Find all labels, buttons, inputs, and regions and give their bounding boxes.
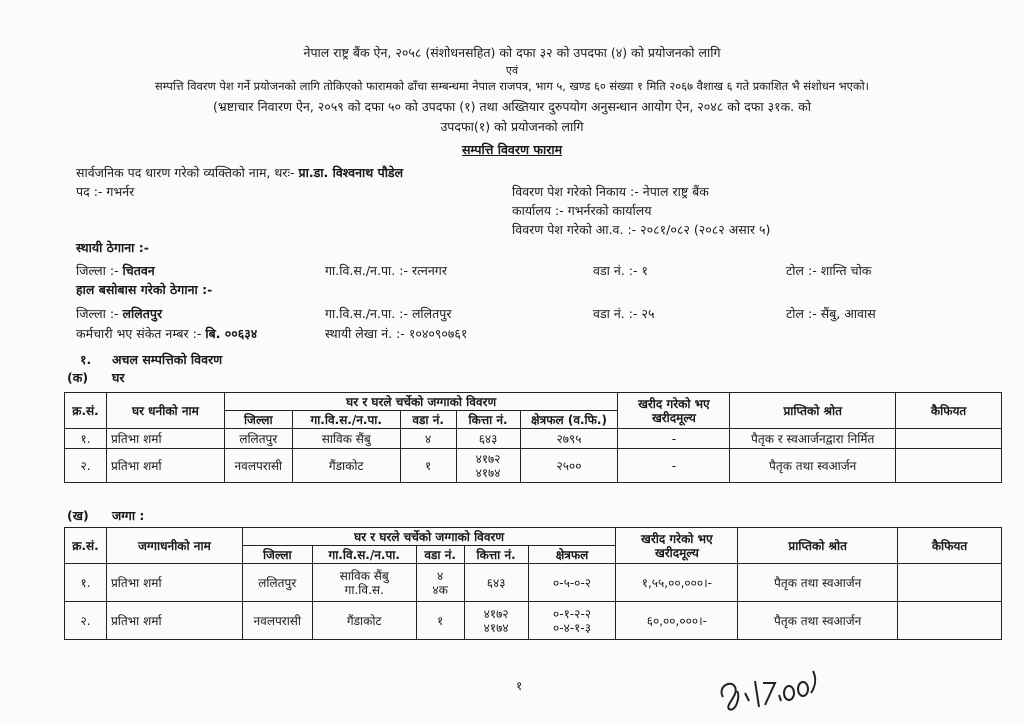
- cell-ward: १: [416, 602, 464, 640]
- current-tole-label: टोल :-: [786, 306, 817, 321]
- cell-vdc: [312, 564, 416, 602]
- current-ward-label: वडा नं. :-: [593, 306, 638, 321]
- land-col-area: क्षेत्रफल: [528, 546, 616, 564]
- cell-source: पैतृक र स्वआर्जनद्वारा निर्मित: [730, 429, 896, 449]
- land-col-kitta: कित्ता नं.: [464, 546, 528, 564]
- land-col-group: घर र घरले चर्चेको जग्गाको विवरण: [242, 528, 616, 546]
- current-tole-value: सैंबु, आवास: [820, 306, 876, 321]
- pan-number: [325, 325, 467, 342]
- house-col-area: क्षेत्रफल (व.फि.): [520, 411, 618, 429]
- permanent-ward-label: वडा नं. :-: [593, 263, 638, 278]
- org-row: [512, 183, 709, 200]
- cell-vdc-line-2: गा.वि.स.: [344, 582, 384, 597]
- cell-remarks: [898, 602, 1002, 640]
- header-line-2: एवं: [505, 64, 519, 77]
- permanent-address-heading: स्थायी ठेगाना :-: [76, 240, 149, 255]
- cell-owner: प्रतिभा शर्मा: [106, 449, 224, 483]
- land-col-source: प्राप्तिको श्रोत: [738, 528, 898, 564]
- cell-owner: प्रतिभा शर्मा: [106, 429, 224, 449]
- house-section-title: घर: [112, 370, 125, 385]
- header-line-3: सम्पत्ति विवरण पेश गर्ने प्रयोजनको लागि तोकिएको फारामको ढाँचा सम्बन्धमा नेपाल राजपत्र, भाग ५, खण्ड ६० संख्या १ मिति २०६७ वैशाख ६ गते प्रकाशित भै संशोधन भएको।: [155, 79, 869, 93]
- cell-area: [528, 602, 616, 640]
- current-vdc: [325, 305, 451, 322]
- person-name-value: प्रा.डा. विश्वनाथ पौडेल: [298, 165, 404, 180]
- cell-vdc: साविक सैंबु: [292, 429, 400, 449]
- permanent-district-value: चितवन: [122, 263, 155, 278]
- land-col-owner: जग्गाधनीको नाम: [106, 528, 242, 564]
- cell-kitta-line-1: ४१७२: [475, 451, 501, 466]
- cell-area-line-2: ०-४-१-३: [553, 620, 591, 635]
- house-col-remarks: कैफियत: [896, 393, 1002, 429]
- cell-area: ०-५-०-२: [528, 564, 616, 602]
- cell-owner: प्रतिभा शर्मा: [106, 564, 242, 602]
- org-label: विवरण पेश गरेको निकाय :-: [512, 184, 639, 199]
- cell-area: २५००: [520, 449, 618, 483]
- table-row: [65, 564, 1002, 602]
- pan-number-value: १०४०९०७६१: [408, 326, 468, 341]
- cell-sn: १.: [65, 564, 107, 602]
- cell-kitta: ६४३: [456, 429, 520, 449]
- land-col-remarks: कैफियत: [898, 528, 1002, 564]
- form-title: सम्पत्ति विवरण फाराम: [461, 142, 563, 157]
- employee-number-value: बि. ००६३४: [205, 326, 258, 341]
- permanent-district-label: जिल्ला :-: [76, 263, 119, 278]
- cell-ward: १: [400, 449, 456, 483]
- employee-number: [76, 325, 257, 342]
- office-value: गभर्नरको कार्यालय: [567, 203, 652, 218]
- table-row: [65, 429, 1002, 449]
- land-col-district: जिल्ला: [242, 546, 312, 564]
- cell-district: नवलपरासी: [224, 449, 292, 483]
- current-vdc-label: गा.वि.स./न.पा. :-: [325, 306, 408, 321]
- house-col-source: प्राप्तिको श्रोत: [730, 393, 896, 429]
- cell-district: ललितपुर: [242, 564, 312, 602]
- table-row: [65, 449, 1002, 483]
- cell-kitta: ६४३: [464, 564, 528, 602]
- land-section-label: (ख): [67, 508, 89, 523]
- cell-remarks: [898, 564, 1002, 602]
- permanent-district: [76, 262, 155, 279]
- person-name-row: [76, 164, 403, 181]
- cell-ward: ४: [400, 429, 456, 449]
- house-col-price: खरीद गरेको भए खरीदमूल्य: [618, 393, 730, 429]
- current-district-value: ललितपुर: [122, 306, 163, 321]
- land-section-title: जग्गा :: [112, 508, 145, 523]
- cell-ward-line-2: ४क: [432, 582, 448, 597]
- cell-sn: २.: [65, 602, 107, 640]
- cell-area: २७९५: [520, 429, 618, 449]
- permanent-vdc: [325, 262, 447, 279]
- cell-source: पैतृक तथा स्वआर्जन: [730, 449, 896, 483]
- house-col-owner: घर धनीको नाम: [106, 393, 224, 429]
- fiscal-year-value: २०८१/०८२ (२०८२ असार ५): [640, 222, 771, 237]
- cell-remarks: [896, 449, 1002, 483]
- current-district-label: जिल्ला :-: [76, 306, 119, 321]
- cell-sn: १.: [65, 429, 107, 449]
- house-col-kitta: कित्ता नं.: [456, 411, 520, 429]
- fiscal-year-label: विवरण पेश गरेको आ.व. :-: [512, 222, 637, 237]
- current-ward: [593, 305, 654, 322]
- cell-source: पैतृक तथा स्वआर्जन: [738, 564, 898, 602]
- house-col-group: घर र घरले चर्चेको जग्गाको विवरण: [224, 393, 618, 411]
- permanent-ward: [593, 262, 648, 279]
- land-col-price: खरीद गरेको भए खरीदमूल्य: [616, 528, 738, 564]
- land-col-ward: वडा नं.: [416, 546, 464, 564]
- section-1-number: १.: [80, 352, 92, 367]
- header-line-4: (भ्रष्टाचार निवारण ऐन, २०५९ को दफा ५० को उपदफा (१) तथा अख्तियार दुरुपयोग अनुसन्धान आयोग ऐन, २०४८ को दफा ३१क. को: [213, 99, 811, 114]
- cell-kitta: [464, 602, 528, 640]
- cell-vdc: गैंडाकोट: [312, 602, 416, 640]
- section-1-title: अचल सम्पत्तिको विवरण: [112, 352, 223, 367]
- current-tole: [786, 305, 876, 322]
- cell-price: -: [618, 429, 730, 449]
- person-post-value: गभर्नर: [106, 184, 135, 199]
- person-post-label: पद :-: [76, 184, 103, 199]
- office-label: कार्यालय :-: [512, 203, 564, 218]
- person-name-label: सार्वजनिक पद धारण गरेको व्यक्तिको नाम, थरः-: [76, 165, 295, 180]
- cell-ward: [416, 564, 464, 602]
- cell-price: १,५५,००,०००।-: [616, 564, 738, 602]
- house-col-vdc: गा.वि.स./न.पा.: [292, 411, 400, 429]
- cell-district: ललितपुर: [224, 429, 292, 449]
- cell-kitta-line-2: ४१७४: [475, 465, 501, 480]
- fiscal-year-row: [512, 221, 770, 238]
- cell-district: नवलपरासी: [242, 602, 312, 640]
- person-post-row: [76, 183, 134, 200]
- house-table: [64, 392, 1002, 483]
- land-col-vdc: गा.वि.स./न.पा.: [312, 546, 416, 564]
- house-table-header-row-1: [65, 393, 1002, 411]
- house-section-label: (क): [67, 370, 89, 385]
- permanent-tole-label: टोल :-: [786, 263, 817, 278]
- office-row: [512, 202, 651, 219]
- house-col-ward: वडा नं.: [400, 411, 456, 429]
- header-line-1: नेपाल राष्ट्र बैंक ऐन, २०५८ (संशोधनसहित) को दफा ३२ को उपदफा (४) को प्रयोजनको लागि: [303, 45, 721, 60]
- cell-sn: २.: [65, 449, 107, 483]
- cell-price: ६०,००,०००।-: [616, 602, 738, 640]
- permanent-ward-value: १: [641, 263, 648, 278]
- cell-price: -: [618, 449, 730, 483]
- current-ward-value: २५: [641, 306, 655, 321]
- cell-kitta-line-2: ४१७४: [483, 620, 509, 635]
- cell-vdc-line-1: साविक सैंबु: [339, 568, 389, 583]
- org-value: नेपाल राष्ट्र बैंक: [642, 184, 709, 199]
- current-vdc-value: ललितपुर: [411, 306, 452, 321]
- cell-source: पैतृक तथा स्वआर्जन: [738, 602, 898, 640]
- cell-vdc: गैंडाकोट: [292, 449, 400, 483]
- house-col-district: जिल्ला: [224, 411, 292, 429]
- cell-area-line-1: ०-१-२-२: [553, 606, 591, 621]
- current-district: [76, 305, 162, 322]
- cell-kitta: [456, 449, 520, 483]
- permanent-tole-value: शान्ति चोक: [820, 263, 872, 278]
- cell-remarks: [896, 429, 1002, 449]
- header-line-5: उपदफा(१) को प्रयोजनको लागि: [440, 119, 584, 134]
- permanent-tole: [786, 262, 871, 279]
- permanent-vdc-label: गा.वि.स./न.पा. :-: [325, 263, 408, 278]
- signature-icon: [715, 657, 820, 713]
- house-col-sn: क्र.सं.: [65, 393, 107, 429]
- table-row: [65, 602, 1002, 640]
- pan-number-label: स्थायी लेखा नं. :-: [325, 326, 405, 341]
- land-table-header-row-1: [65, 528, 1002, 546]
- current-address-heading: हाल बसोबास गरेको ठेगाना :-: [76, 282, 213, 297]
- cell-kitta-line-1: ४१७२: [483, 606, 509, 621]
- page-number: १: [516, 679, 523, 693]
- land-col-sn: क्र.सं.: [65, 528, 107, 564]
- employee-number-label: कर्मचारी भए संकेत नम्बर :-: [76, 326, 202, 341]
- cell-owner: प्रतिभा शर्मा: [106, 602, 242, 640]
- permanent-vdc-value: रत्ननगर: [411, 263, 447, 278]
- cell-ward-line-1: ४: [437, 568, 444, 583]
- land-table: [64, 527, 1002, 640]
